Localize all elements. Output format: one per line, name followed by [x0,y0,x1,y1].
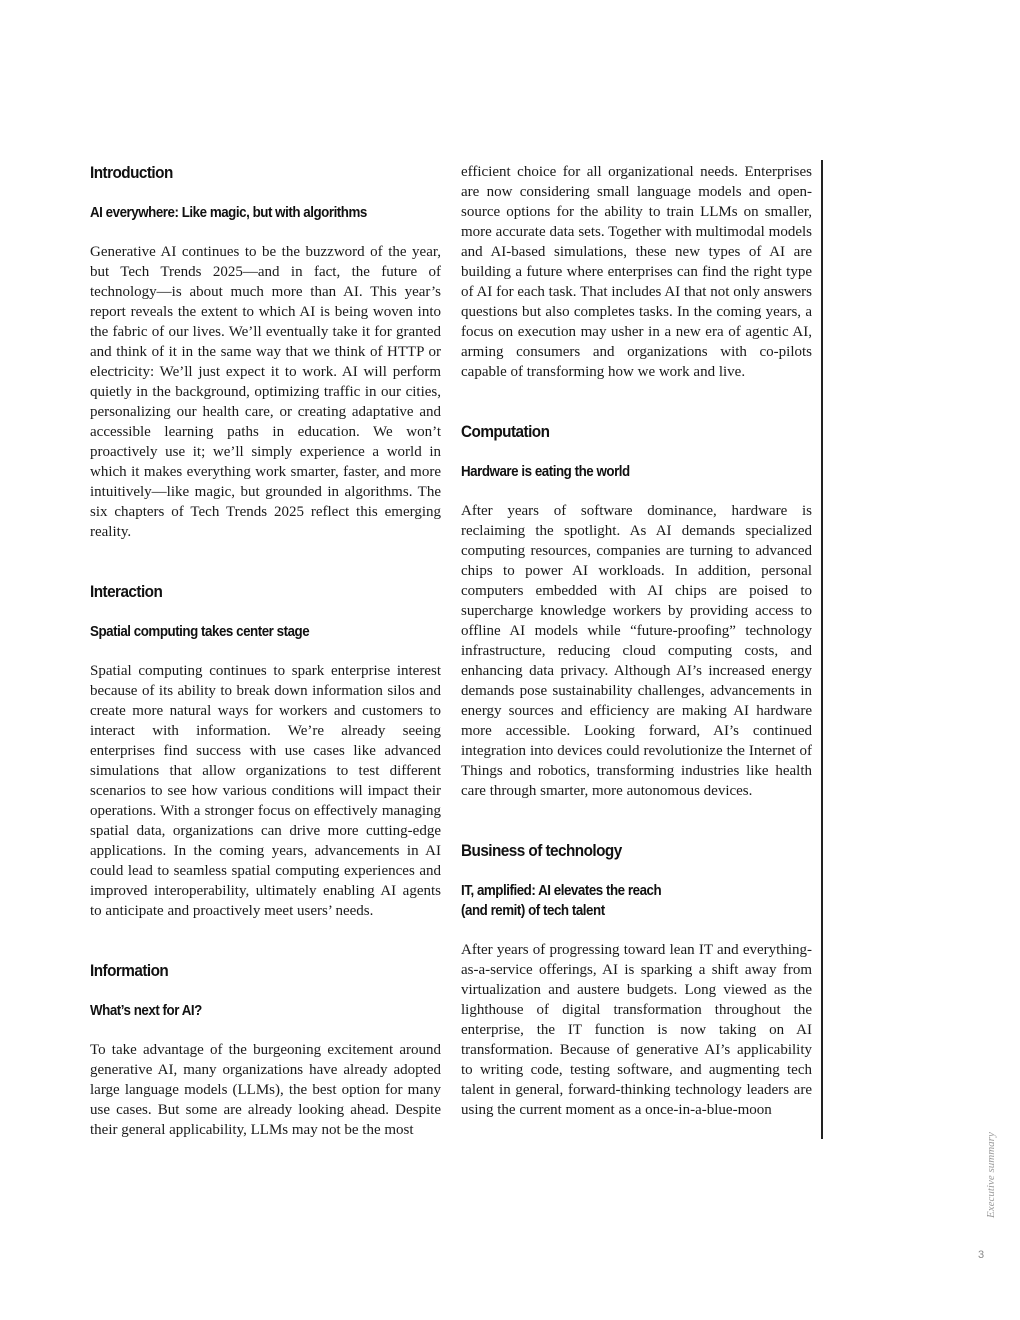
section-title: Interaction [90,582,163,601]
left-column [90,162,441,1140]
section-information [90,960,441,1140]
section-subtitle: IT, amplified: AI elevates the reach (and remit) of tech talent [461,883,662,919]
section-body: efficient choice for all organizational needs. Enterprises are now considering small language models and open-source options for the ability to train LLMs on smaller, more accurate data sets. Together with multimodal models and AI-based simulations, these new types of AI are building a future where enterprises can find the right type of AI for each task. That includes AI that not only answers questions but also completes tasks. In the coming years, a focus on execution may usher in a new era of agentic AI, arming consumers and organizations with co-pilots capable of transforming how we work and live. [461,164,812,380]
section-body: Spatial computing continues to spark enterprise interest because of its ability to break down information silos and create more natural ways for workers and customers to interact with information. We’re already seeing enterprises find success with use cases like advanced simulations that allow organizations to test different scenarios to see how various conditions will impact their operations. With a stronger focus on effectively managing spatial data, organizations can drive more cutting-edge applications. In the coming years, advancements in AI could lead to seamless spatial computing experiences and improved interoperability, ultimately enabling AI agents to anticipate and proactively meet users’ needs. [90,663,441,919]
right-column [461,162,812,1120]
section-body: After years of progressing toward lean IT and everything-as-a-service offerings, AI is sparking a shift away from virtualization and austere budgets. Long viewed as the lighthouse of digital transformation throughout the enterprise, the IT function is now taking on AI transformation. Because of generative AI’s applicability to writing code, testing software, and augmenting tech talent in general, forward-thinking technology leaders are using the current moment as a once-in-a-blue-moon [461,942,812,1118]
section-title: Information [90,961,169,980]
section-body: To take advantage of the burgeoning excitement around generative AI, many organizations have already adopted large language models (LLMs), the best option for many use cases. But some are already looking ahead. Despite their general applicability, LLMs may not be the most [90,1042,441,1138]
section-title: Business of technology [461,841,622,860]
section-business-of-technology [461,840,812,1120]
page-number: 3 [978,1249,985,1261]
section-computation [461,421,812,801]
section-subtitle: What’s next for AI? [90,1003,202,1019]
section-title: Computation [461,422,550,441]
section-introduction [90,162,441,542]
section-title: Introduction [90,163,173,182]
section-body: After years of software dominance, hardware is reclaiming the spotlight. As AI demands specialized computing resources, companies are turning to advanced chips to power AI workloads. In addition, personal computers embedded with AI chips are poised to supercharge knowledge workers by providing access to offline AI models while “future-proofing” technology infrastructure, reducing cloud computing costs, and enhancing data privacy. Although AI’s increased energy demands pose sustainability challenges, advancements in energy sources and efficiency are making AI hardware more accessible. Looking forward, AI’s continued integration into devices could revolutionize the Internet of Things and robotics, transforming industries like health care through smarter, more autonomous devices. [461,503,812,799]
section-information-continued [461,162,812,382]
section-interaction [90,581,441,921]
section-subtitle: Hardware is eating the world [461,464,630,480]
section-subtitle: AI everywhere: Like magic, but with algorithms [90,205,367,221]
column-divider-rule [821,160,823,1139]
section-body: Generative AI continues to be the buzzword of the year, but Tech Trends 2025—and in fact, the future of technology—is about much more than AI. This year’s report reveals the extent to which AI is being woven into the fabric of our lives. We’ll eventually take it for granted and think of it in the same way that we think of HTTP or electricity: We’ll just expect it to work. AI will perform quietly in the background, optimizing traffic in our cities, personalizing our health care, or creating adaptative and accessible learning paths in education. We won’t proactively use it; we’ll simply experience a world in which it makes everything work smarter, faster, and more intuitively—like magic, but grounded in algorithms. The six chapters of Tech Trends 2025 reflect this emerging reality. [90,244,441,540]
side-running-label: Executive summary [985,1132,997,1218]
section-subtitle: Spatial computing takes center stage [90,624,310,640]
